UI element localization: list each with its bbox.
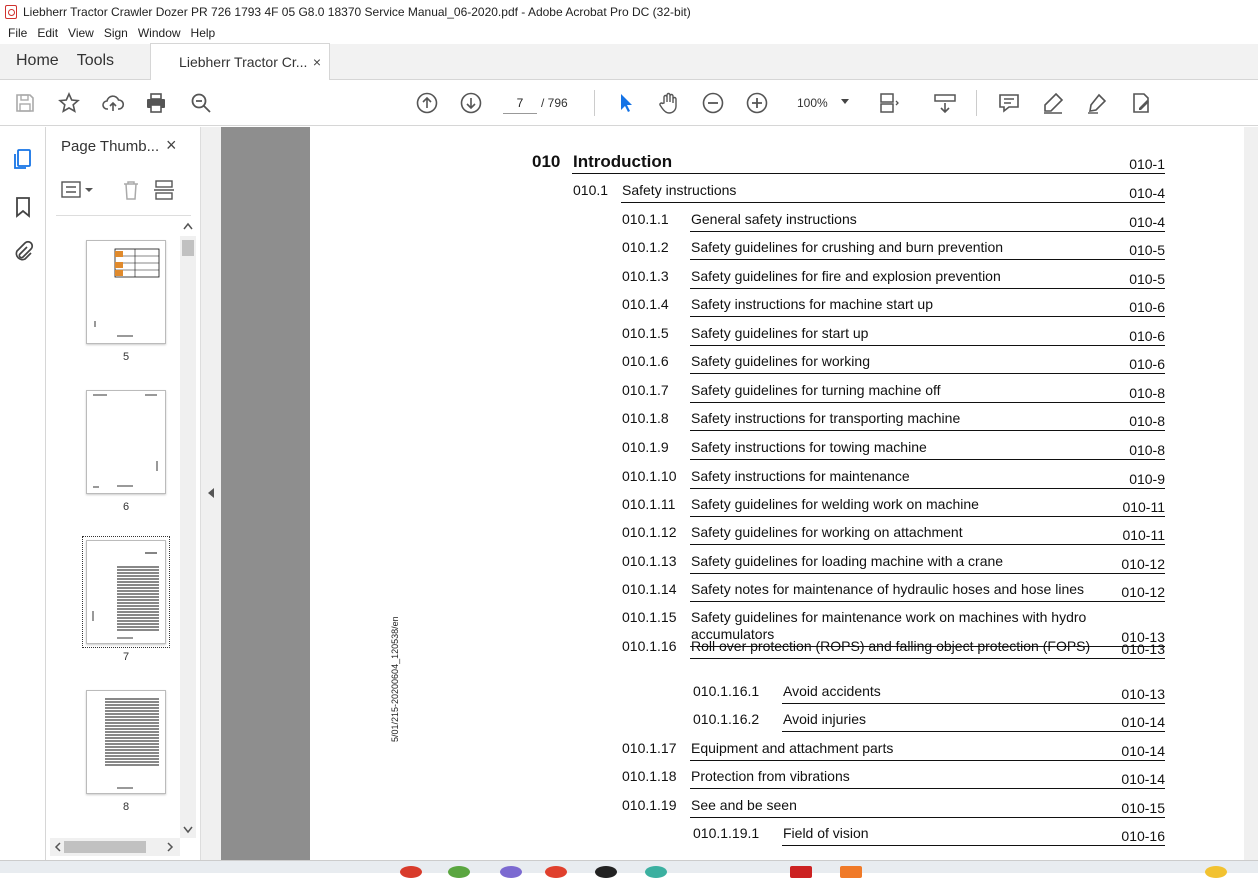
menu-view[interactable]: View (68, 26, 94, 40)
panel-close-icon[interactable]: × (166, 135, 177, 155)
toc-underline (690, 459, 1165, 460)
menu-sign[interactable]: Sign (103, 26, 128, 40)
toc-entry-title[interactable]: Avoid accidents (783, 683, 881, 699)
toolbar-divider (976, 90, 977, 116)
toc-entry-title[interactable]: Safety guidelines for welding work on machine (691, 496, 979, 512)
toc-entry-page[interactable]: 010-5 (1129, 271, 1165, 287)
toc-entry-title[interactable]: General safety instructions (691, 211, 857, 227)
taskbar-app-icon[interactable] (790, 866, 812, 878)
toc-underline (690, 345, 1165, 346)
toc-entry-title[interactable]: Safety guidelines for loading machine with a crane (691, 553, 1004, 569)
panel-collapse-handle[interactable] (200, 127, 221, 860)
title-bar (0, 0, 1258, 24)
toc-entry-page[interactable]: 010-13 (1121, 629, 1165, 645)
toc-entry-number[interactable]: 010.1.16.2 (693, 711, 760, 727)
zoom-out-icon[interactable] (700, 90, 726, 116)
taskbar-app-icon[interactable] (595, 866, 617, 878)
toc-entry-page[interactable]: 010-1 (1129, 156, 1165, 172)
hand-tool-icon[interactable] (656, 90, 682, 116)
toc-entry-number[interactable]: 010.1.10 (622, 468, 677, 484)
thumbnail-label: 8 (122, 801, 130, 813)
toc-entry-title[interactable]: Safety guidelines for crushing and burn prevention (691, 239, 1004, 255)
toc-entry-title[interactable]: Protection from vibrations (691, 768, 850, 784)
toc-entry-page[interactable]: 010-8 (1129, 413, 1165, 429)
toc-underline (690, 788, 1165, 789)
thumbnail-list (46, 227, 180, 839)
attachment-icon[interactable] (11, 240, 35, 264)
zoom-search-icon[interactable] (188, 90, 214, 116)
thumbnail-options-icon[interactable] (61, 181, 95, 199)
toc-entry-page[interactable]: 010-8 (1129, 385, 1165, 401)
next-page-icon[interactable] (458, 90, 484, 116)
comment-icon[interactable] (996, 90, 1022, 116)
toc-entry-page[interactable]: 010-15 (1121, 800, 1165, 816)
toc-entry-number[interactable]: 010.1.16.1 (693, 683, 760, 699)
bookmark-icon[interactable] (11, 195, 35, 219)
scroll-right-icon[interactable] (166, 842, 174, 852)
pdf-page (310, 127, 1244, 860)
toc-underline (690, 516, 1165, 517)
toc-entry-number[interactable]: 010.1.11 (622, 496, 676, 512)
toc-entry-number[interactable]: 010.1.18 (622, 768, 677, 784)
taskbar-app-icon[interactable] (545, 866, 567, 878)
toc-entry-title[interactable]: Introduction (573, 152, 673, 171)
toc-entry-title[interactable]: Field of vision (783, 825, 869, 841)
window-title: Liebherr Tractor Crawler Dozer PR 726 1793 4F 05 G8.0 18370 Service Manual_06-2020.pdf - Adobe Acrobat Pro DC (32-bit) (23, 5, 691, 19)
toc-entry-number[interactable]: 010.1.16 (622, 638, 677, 654)
toc-entry-number[interactable]: 010.1.6 (622, 353, 669, 369)
scroll-down-icon[interactable] (183, 826, 193, 834)
taskbar-app-icon[interactable] (500, 866, 522, 878)
taskbar-app-icon[interactable] (1205, 866, 1227, 878)
toc-entry-page[interactable]: 010-14 (1121, 743, 1165, 759)
page-thumbnail[interactable] (86, 690, 166, 794)
zoom-dropdown-icon[interactable] (841, 99, 849, 104)
zoom-in-icon[interactable] (744, 90, 770, 116)
toc-underline (690, 402, 1165, 403)
toc-entry-title[interactable]: Safety instructions (622, 182, 737, 198)
toc-underline (690, 488, 1165, 489)
toc-entry-page[interactable]: 010-13 (1121, 641, 1165, 657)
toc-entry-page[interactable]: 010-14 (1121, 771, 1165, 787)
zoom-level[interactable]: 100% (797, 96, 828, 110)
toc-entry-title[interactable]: Safety notes for maintenance of hydraulic hoses and hose lines (691, 581, 1085, 597)
toc-entry-number[interactable]: 010 (532, 152, 561, 171)
menu-bar (0, 24, 1258, 42)
toc-entry-number[interactable]: 010.1.7 (622, 382, 669, 398)
toc-entry-title[interactable]: Safety guidelines for turning machine off (691, 382, 941, 398)
panel-tools (61, 179, 191, 201)
toc-entry-page[interactable]: 010-5 (1129, 242, 1165, 258)
print-icon[interactable] (143, 90, 169, 116)
toc-entry-page[interactable]: 010-6 (1129, 328, 1165, 344)
toc-entry-title[interactable]: Equipment and attachment parts (691, 740, 894, 756)
page-thumbnail-selected[interactable] (86, 540, 166, 644)
toc-entry-page[interactable]: 010-6 (1129, 356, 1165, 372)
menu-edit[interactable]: Edit (37, 26, 59, 40)
toc-entry-number[interactable]: 010.1.19 (622, 797, 677, 813)
tab-document-label: Liebherr Tractor Cr... (179, 54, 308, 70)
toc-underline (690, 288, 1165, 289)
toc-entry-page[interactable]: 010-8 (1129, 442, 1165, 458)
toc-underline (690, 259, 1165, 260)
toc-underline (621, 202, 1165, 203)
toc-entry-number[interactable]: 010.1.15 (622, 609, 677, 625)
toc-entry-title[interactable]: Safety guidelines for maintenance work on machines with hydro (691, 609, 1087, 625)
scrollbar-thumb[interactable] (64, 841, 146, 853)
thumbnail-label: 5 (122, 351, 130, 363)
fill-sign-icon[interactable] (1128, 90, 1154, 116)
document-viewer[interactable] (221, 127, 1244, 860)
left-rail (0, 127, 46, 873)
toc-underline (572, 173, 1165, 174)
scroll-up-icon[interactable] (183, 222, 193, 230)
toc-entry-number[interactable]: 010.1.14 (622, 581, 677, 597)
toc-entry-title[interactable]: Safety instructions for transporting machine (691, 410, 961, 426)
taskbar-app-icon[interactable] (400, 866, 422, 878)
toc-entry-number[interactable]: 010.1 (573, 182, 609, 198)
toc-underline (690, 573, 1165, 574)
toc-underline (690, 373, 1165, 374)
toolbar-divider (594, 90, 595, 116)
toc-entry-title[interactable]: See and be seen (691, 797, 797, 813)
delete-page-icon[interactable] (121, 179, 141, 201)
toc-entry-page[interactable]: 010-4 (1129, 185, 1165, 201)
toc-entry-number[interactable]: 010.1.17 (622, 740, 677, 756)
star-icon[interactable] (56, 90, 82, 116)
toc-entry-title[interactable]: Safety instructions for machine start up (691, 296, 933, 312)
scrollbar-thumb[interactable] (182, 240, 194, 256)
scroll-mode-icon[interactable] (932, 90, 958, 116)
draw-sign-icon[interactable] (1084, 90, 1110, 116)
toc-entry-title[interactable]: Safety guidelines for start up (691, 325, 869, 341)
toc-underline (690, 601, 1165, 602)
taskbar-app-icon[interactable] (448, 866, 470, 878)
toc-entry-title[interactable]: Safety instructions for maintenance (691, 468, 910, 484)
horizontal-scrollbar[interactable] (50, 838, 180, 856)
menu-window[interactable]: Window (137, 26, 181, 40)
page-thumbnails-icon[interactable] (11, 147, 35, 171)
page-total: / 796 (541, 96, 568, 110)
toc-underline (690, 544, 1165, 545)
tab-home[interactable]: Home (16, 52, 59, 69)
toc-entry-number[interactable]: 010.1.1 (622, 211, 669, 227)
thumbnail-scrollbar[interactable] (180, 236, 196, 838)
document-code: 5/01/215-20200604_120538/en (390, 616, 400, 742)
toc-entry-page[interactable]: 010-13 (1121, 686, 1165, 702)
taskbar (0, 860, 1258, 873)
thumbnails-panel (46, 127, 200, 860)
toc-entry-number[interactable]: 010.1.8 (622, 410, 669, 426)
acrobat-icon (5, 5, 17, 19)
toc-entry-title-continued[interactable]: accumulators (691, 626, 775, 642)
highlight-pen-icon[interactable] (1040, 90, 1066, 116)
toc-entry-number[interactable]: 010.1.19.1 (693, 825, 760, 841)
toc-entry-page[interactable]: 010-11 (1122, 499, 1165, 515)
toc-entry-page[interactable]: 010-9 (1129, 471, 1165, 487)
toc-entry-number[interactable]: 010.1.2 (622, 239, 669, 255)
toc-entry-page[interactable]: 010-14 (1121, 714, 1165, 730)
toolbar (0, 80, 1258, 126)
page-thumbnail[interactable] (86, 390, 166, 494)
thumbnail-label: 6 (122, 501, 130, 513)
tab-bar (0, 44, 1258, 80)
scroll-left-icon[interactable] (54, 842, 62, 852)
toc-underline (690, 430, 1165, 431)
toc-entry-page[interactable]: 010-11 (1122, 527, 1165, 543)
thumbnail-label: 7 (122, 651, 130, 663)
toc-underline (782, 703, 1165, 704)
tab-tools[interactable]: Tools (76, 52, 115, 69)
toc-entry-title[interactable]: Safety guidelines for working (691, 353, 870, 369)
toc-entry-page[interactable]: 010-16 (1121, 828, 1165, 844)
page-thumbnail[interactable] (86, 240, 166, 344)
toc-entry-number[interactable]: 010.1.13 (622, 553, 677, 569)
document-scrollbar[interactable] (1244, 127, 1258, 860)
menu-help[interactable]: Help (190, 26, 216, 40)
panel-title: Page Thumb... (61, 138, 160, 155)
toc-underline (690, 658, 1165, 659)
toc-entry-title[interactable]: Avoid injuries (783, 711, 867, 727)
toc-underline (690, 231, 1165, 232)
toc-underline (690, 316, 1165, 317)
panel-divider (56, 215, 191, 216)
toc-entry-title[interactable]: Safety instructions for towing machine (691, 439, 927, 455)
taskbar-app-icon[interactable] (840, 866, 862, 878)
toc-entry-page[interactable]: 010-6 (1129, 299, 1165, 315)
insert-page-icon[interactable] (153, 179, 175, 201)
toc-entry-title[interactable]: Safety guidelines for fire and explosion prevention (691, 268, 1001, 284)
toc-entry-page[interactable]: 010-4 (1129, 214, 1165, 230)
toc-entry-number[interactable]: 010.1.3 (622, 268, 669, 284)
collapse-arrow-icon (208, 488, 214, 498)
toc-entry-number[interactable]: 010.1.5 (622, 325, 669, 341)
taskbar-app-icon[interactable] (645, 866, 667, 878)
page-display-icon[interactable] (876, 90, 902, 116)
previous-page-icon[interactable] (414, 90, 440, 116)
toc-underline (782, 845, 1165, 846)
toc-entry-number[interactable]: 010.1.9 (622, 439, 669, 455)
toc-underline (782, 731, 1165, 732)
toc-entry-number[interactable]: 010.1.12 (622, 524, 677, 540)
page-number-input[interactable]: 7 (503, 92, 537, 114)
tab-document[interactable] (150, 43, 330, 80)
toc-underline (690, 817, 1165, 818)
toc-entry-title[interactable]: Roll over protection (ROPS) and falling object protection (FOPS) (691, 638, 1091, 654)
save-icon[interactable] (12, 90, 38, 116)
upload-cloud-icon[interactable] (100, 90, 126, 116)
toc-entry-title[interactable]: Safety guidelines for working on attachment (691, 524, 963, 540)
toc-underline (690, 760, 1165, 761)
tab-close-icon[interactable]: × (312, 54, 322, 70)
select-pointer-icon[interactable] (612, 90, 638, 116)
menu-file[interactable]: File (8, 26, 28, 40)
toc-entry-number[interactable]: 010.1.4 (622, 296, 669, 312)
toc-entry-page[interactable]: 010-12 (1121, 584, 1165, 600)
toc-entry-page[interactable]: 010-12 (1121, 556, 1165, 572)
